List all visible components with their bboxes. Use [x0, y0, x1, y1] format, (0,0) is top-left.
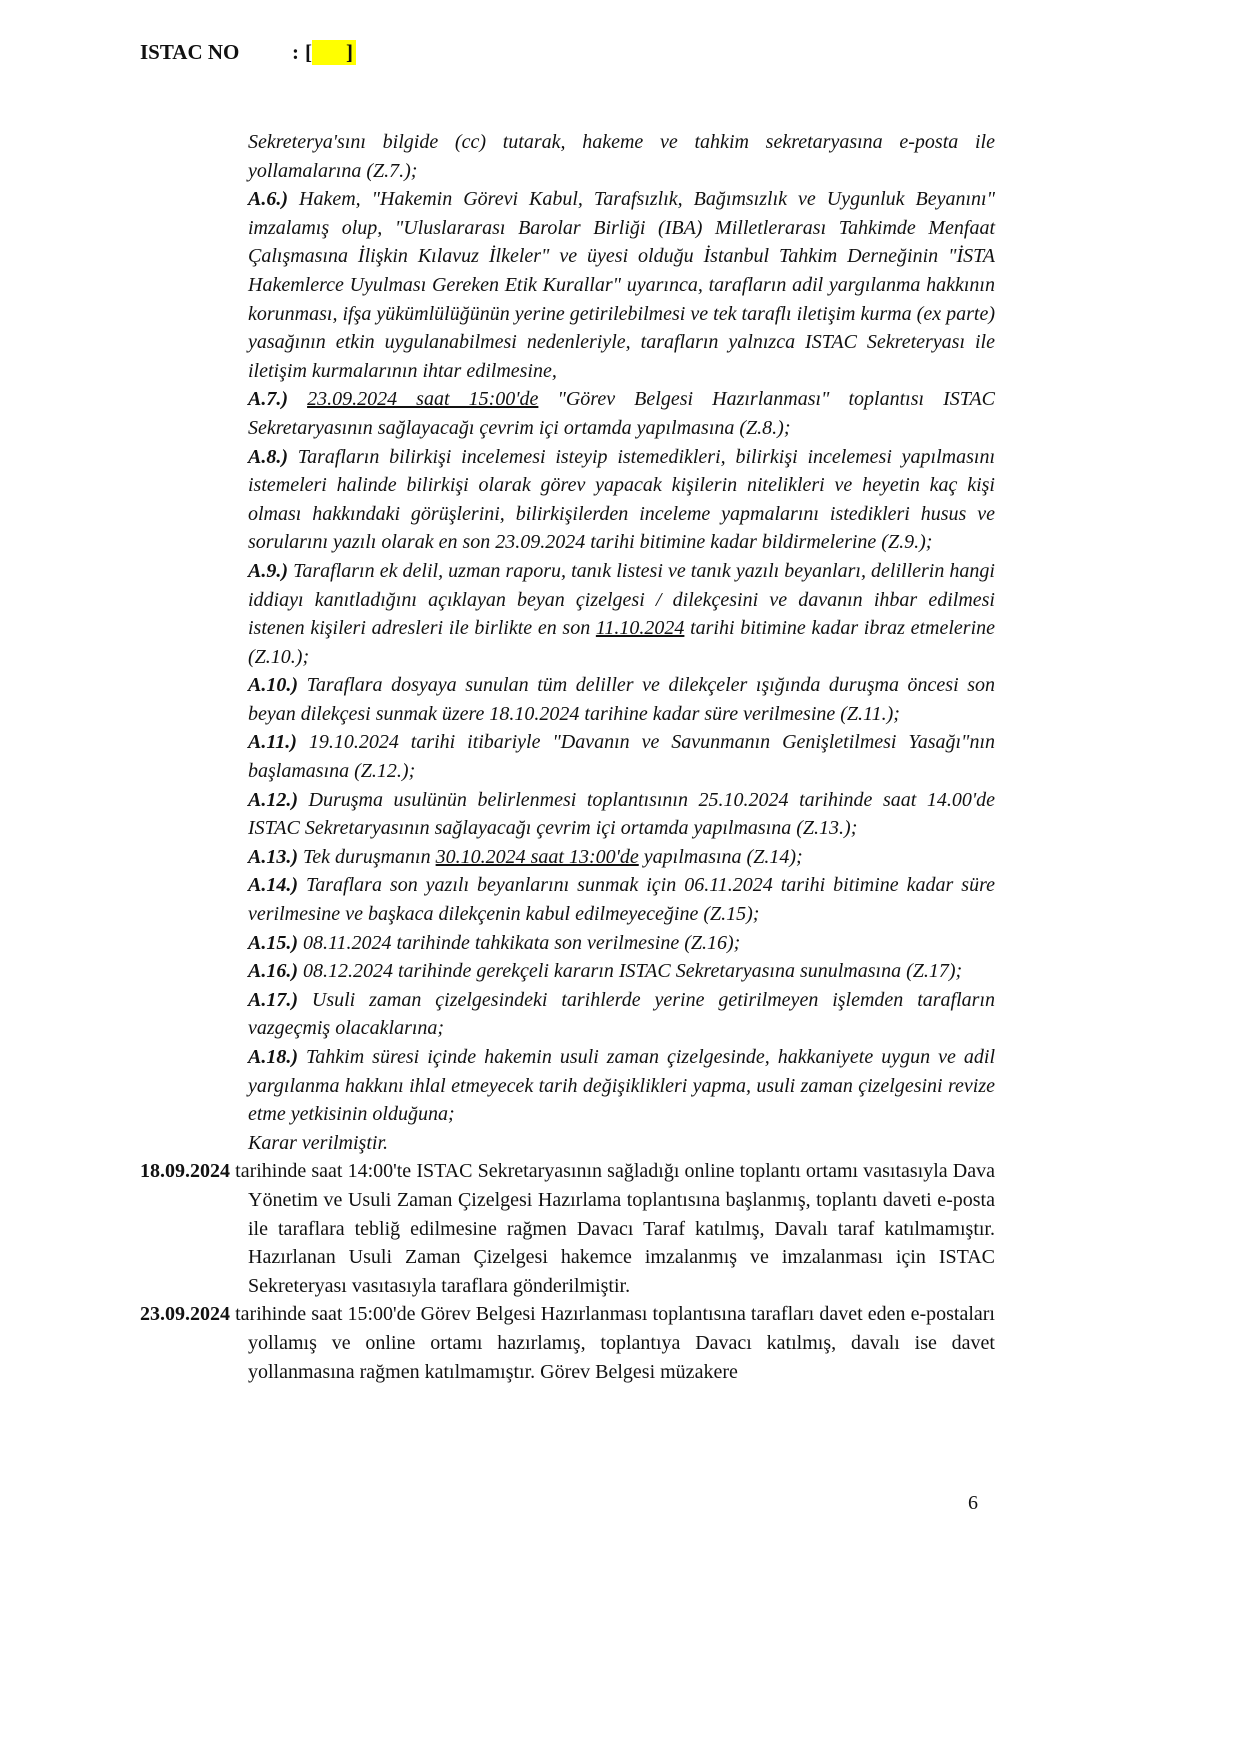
event-date: 18.09.2024: [140, 1160, 230, 1183]
clause-number: A.18.): [248, 1046, 298, 1068]
clause-number: A.16.): [248, 960, 298, 983]
clause-number: A.9.): [248, 559, 288, 582]
bracket-close: ]: [346, 40, 353, 64]
text-run: Sekreterya'sını bilgide (cc) tutarak, hakeme ve tahkim sekretaryasına e-posta ile yollamalarına (Z.7.);: [248, 131, 995, 182]
clause-paragraph: [248, 957, 995, 986]
clause-paragraph: [248, 1043, 995, 1129]
clause-number: A.6.): [248, 188, 288, 211]
clause-paragraph: [248, 385, 995, 442]
clause-paragraph: [248, 1129, 995, 1158]
clause-paragraph: [248, 185, 995, 385]
text-run: [288, 388, 307, 410]
header-colon: :: [292, 40, 299, 64]
clause-number: A.10.): [248, 674, 298, 697]
document-header: [140, 40, 356, 65]
text-run: Tarafların bilirkişi incelemesi isteyip istemedikleri, bilirkişi incelemesi yapılmasını istemeleri halinde bilirkişi olarak görev yapacak kişilerin nitelikleri ve heyetin kaç kişi olması hakkındaki görüşlerini, bilirkişilerden inceleme yapmalarını istedikleri husus ve sorularını yazılı olarak en son 23.09.2024 tarihi bitimine kadar bildirmelerine (Z.9.);: [248, 445, 995, 554]
text-run: Karar verilmiştir.: [248, 1131, 389, 1154]
text-run: Taraflara dosyaya sunulan tüm deliller ve dilekçeler ışığında duruşma öncesi son beyan dilekçesi sunmak üzere 18.10.2024 tarihine kadar süre verilmesine (Z.11.);: [248, 674, 995, 725]
event-date: 23.09.2024: [140, 1303, 230, 1326]
event-text: tarihinde saat 14:00'te ISTAC Sekretaryasının sağladığı online toplantı ortamı vasıtasıyla Dava Yönetim ve Usuli Zaman Çizelgesi Hazırlama toplantısına başlanmış, toplantı daveti e-posta ile taraflara tebliğ edilmesine rağmen Davacı Taraf katılmış, Davalı taraf katılmamıştır. Hazırlanan Usuli Zaman Çizelgesi hakemce imzalanmış ve imzalanması için ISTAC Sekreteryası vasıtasıyla taraflara gönderilmiştir.: [230, 1160, 995, 1297]
text-run: "Görev Belgesi Hazırlanması" toplantısı ISTAC Sekretaryasının sağlayacağı çevrim içi ortamda yapılmasına (Z.8.);: [248, 388, 996, 439]
event-text: tarihinde saat 15:00'de Görev Belgesi Hazırlanması toplantısına tarafları davet eden e-postaları yollamış ve online ortamı hazırlamış, toplantıya Davacı katılmış, davalı ise davet yollanmasına rağmen katılmamıştır. Görev Belgesi müzakere: [230, 1303, 995, 1383]
clause-paragraph: [248, 929, 995, 958]
document-body: [140, 128, 995, 1386]
clause-paragraph: [248, 786, 995, 843]
text-run: Tarafların ek delil, uzman raporu, tanık listesi ve tanık yazılı beyanları, delillerin hangi iddiayı kanıtladığını açıklayan beyan çizelgesi / dilekçesini ve davanın ihbar edilmesi istenen kişileri adresleri ile birlikte en son: [248, 559, 995, 640]
text-run: 19.10.2024 tarihi itibariyle "Davanın ve Savunmanın Genişletilmesi Yasağı"nın başlamasına (Z.12.);: [248, 731, 995, 783]
clause-number: A.12.): [248, 788, 298, 811]
text-run: Taraflara son yazılı beyanlarını sunmak için 06.11.2024 tarihi bitimine kadar süre verilmesine ve başkaca dilekçenin kabul edilmeyeceğine (Z.15);: [248, 874, 995, 926]
clause-number: A.11.): [248, 731, 297, 754]
text-run: Tek duruşmanın: [298, 845, 436, 868]
clause-paragraph: [248, 843, 995, 872]
clause-paragraph: [248, 443, 995, 557]
bracket-open: [: [305, 40, 312, 64]
clause-paragraph: [248, 728, 995, 785]
events-section: [140, 1157, 995, 1386]
clause-paragraph: [248, 671, 995, 728]
underlined-date: 11.10.2024: [595, 617, 685, 640]
underlined-date: 30.10.2024 saat 13:00'de: [435, 845, 639, 868]
event-paragraph: [140, 1157, 995, 1300]
underlined-date: 23.09.2024 saat 15:00'de: [307, 388, 539, 411]
clause-paragraph: [248, 557, 995, 671]
clause-number: A.8.): [248, 445, 288, 468]
istac-no-label: ISTAC NO: [140, 40, 240, 64]
redaction-highlight: [312, 40, 356, 65]
event-paragraph: [140, 1300, 995, 1386]
clause-number: A.17.): [248, 988, 298, 1011]
clauses-section: [248, 128, 995, 1157]
clause-number: A.15.): [248, 931, 298, 954]
clause-number: A.7.): [248, 388, 288, 411]
clause-number: A.14.): [248, 874, 298, 897]
text-run: Hakem, "Hakemin Görevi Kabul, Tarafsızlık, Bağımsızlık ve Uygunluk Beyanını" imzalamış olup, "Uluslararası Barolar Birliği (IBA) Milletlerarası Tahkimde Menfaat Çalışmasına İlişkin Kılavuz İlkeler" ve üyesi olduğu İstanbul Tahkim Derneğinin "İSTA Hakemlerce Uyulması Gereken Etik Kurallar" uyarınca, tarafların adil yargılanma hakkının korunması, ifşa yükümlülüğünün yerine getirilebilmesi ve tek taraflı iletişim kurma (ex parte) yasağının etkin uygulanabilmesi nedenleriyle, tarafların yalnızca ISTAC Sekreteryası ile iletişim kurmalarının ihtar edilmesine,: [248, 188, 995, 382]
clause-number: A.13.): [248, 845, 298, 868]
text-run: Duruşma usulünün belirlenmesi toplantısının 25.10.2024 tarihinde saat 14.00'de ISTAC Sekretaryasının sağlayacağı çevrim içi ortamda yapılmasına (Z.13.);: [248, 788, 995, 840]
text-run: tarihi bitimine kadar ibraz etmelerine (Z.10.);: [248, 617, 995, 668]
page-number: 6: [968, 1492, 978, 1514]
clause-paragraph: [248, 871, 995, 928]
clause-paragraph: [248, 128, 995, 185]
text-run: Usuli zaman çizelgesindeki tarihlerde yerine getirilmeyen işlemden tarafların vazgeçmiş olacaklarına;: [248, 988, 995, 1040]
text-run: 08.11.2024 tarihinde tahkikata son verilmesine (Z.16);: [298, 931, 741, 954]
text-run: yapılmasına (Z.14);: [638, 845, 803, 868]
text-run: Tahkim süresi içinde hakemin usuli zaman çizelgesinde, hakkaniyete uygun ve adil yargılanma hakkını ihlal etmeyecek tarih değişiklikleri yapma, usuli zaman çizelgesini revize etme yetkisinin olduğuna;: [248, 1046, 995, 1126]
clause-paragraph: [248, 986, 995, 1043]
text-run: 08.12.2024 tarihinde gerekçeli kararın ISTAC Sekretaryasına sunulmasına (Z.17);: [298, 960, 963, 983]
